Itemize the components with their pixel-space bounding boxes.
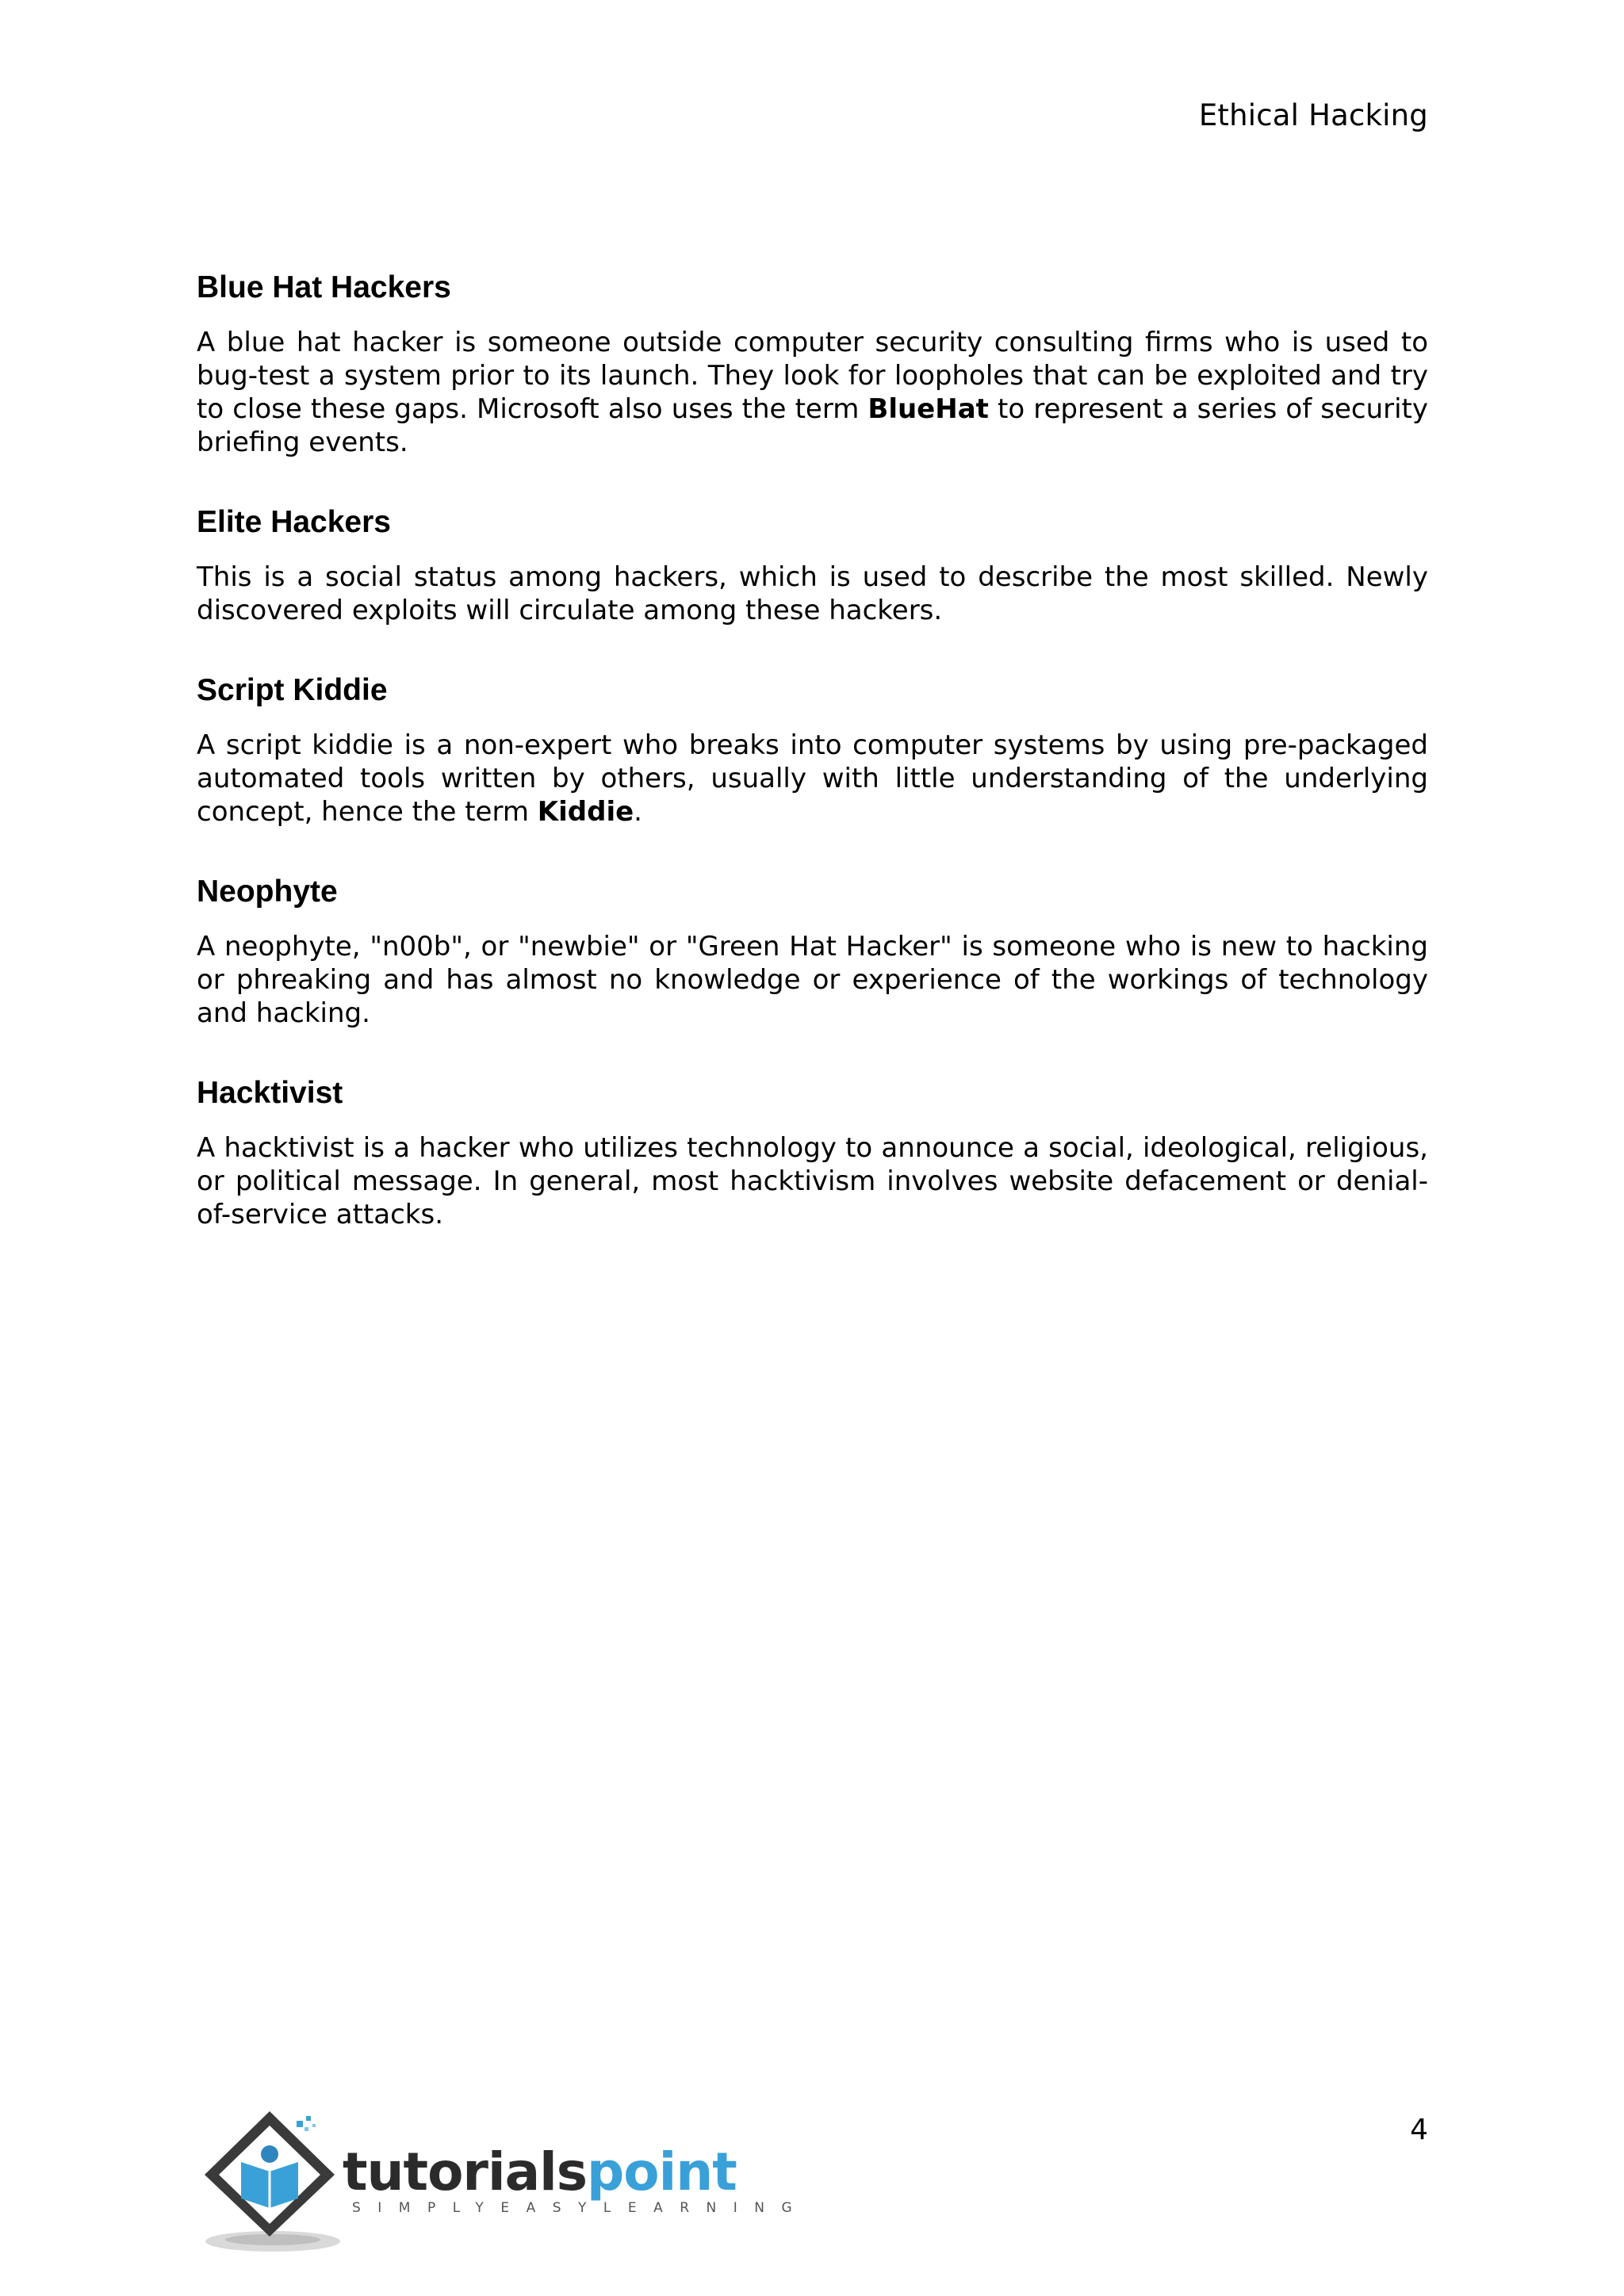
paragraph-text: A blue hat hacker is someone outside computer security consulting firms who is used to bug-test a system prior to its launch. They look for loopholes that can be exploited and try to close these gaps. Microsoft also uses the term bbox=[197, 327, 1428, 425]
section-paragraph: A hacktivist is a hacker who utilizes technology to announce a social, ideological, religious, or political message. In general, most hacktivism involves website defacement or denial-of-service attacks. bbox=[197, 1132, 1428, 1230]
section-paragraph bbox=[197, 729, 1428, 828]
tutorialspoint-logo-icon bbox=[193, 2105, 352, 2260]
section-hacktivist bbox=[197, 1071, 1428, 1231]
logo-wordmark bbox=[343, 2141, 737, 2202]
bold-term: Kiddie bbox=[537, 796, 634, 828]
section-heading: Hacktivist bbox=[197, 1076, 343, 1110]
paragraph-text: A script kiddie is a non-expert who breaks into computer systems by using pre-packaged automated tools written by others, usually with little understanding of the underlying concept, hence the term bbox=[197, 729, 1428, 828]
bold-term: BlueHat bbox=[868, 393, 989, 425]
section-script-kiddie bbox=[197, 668, 1428, 828]
section-blue-hat-hackers bbox=[197, 266, 1428, 459]
section-paragraph: A neophyte, "n00b", or "newbie" or "Green Hat Hacker" is someone who is new to hacking or phreaking and has almost no knowledge or experience of the workings of technology and hacking. bbox=[197, 931, 1428, 1029]
section-neophyte bbox=[197, 870, 1428, 1030]
running-header: Ethical Hacking bbox=[1198, 98, 1428, 132]
section-heading: Blue Hat Hackers bbox=[197, 270, 451, 304]
paragraph-text: to represent a series of security briefing events. bbox=[197, 393, 1428, 458]
tutorialspoint-logo bbox=[193, 2105, 810, 2260]
section-elite-hackers bbox=[197, 500, 1428, 627]
paragraph-text: . bbox=[634, 796, 642, 828]
main-content bbox=[197, 266, 1428, 1272]
section-heading: Neophyte bbox=[197, 874, 338, 909]
section-paragraph: This is a social status among hackers, which is used to describe the most skilled. Newly discovered exploits will circulate among these hackers. bbox=[197, 561, 1428, 626]
logo-word-tutorials: tutorials bbox=[343, 2141, 588, 2202]
section-heading: Script Kiddie bbox=[197, 673, 388, 707]
logo-word-point: point bbox=[587, 2141, 737, 2202]
section-heading: Elite Hackers bbox=[197, 505, 391, 539]
section-paragraph bbox=[197, 326, 1428, 459]
logo-tagline: SIMPLYEASYLEARNING bbox=[352, 2200, 810, 2216]
page-number: 4 bbox=[1410, 2114, 1428, 2146]
